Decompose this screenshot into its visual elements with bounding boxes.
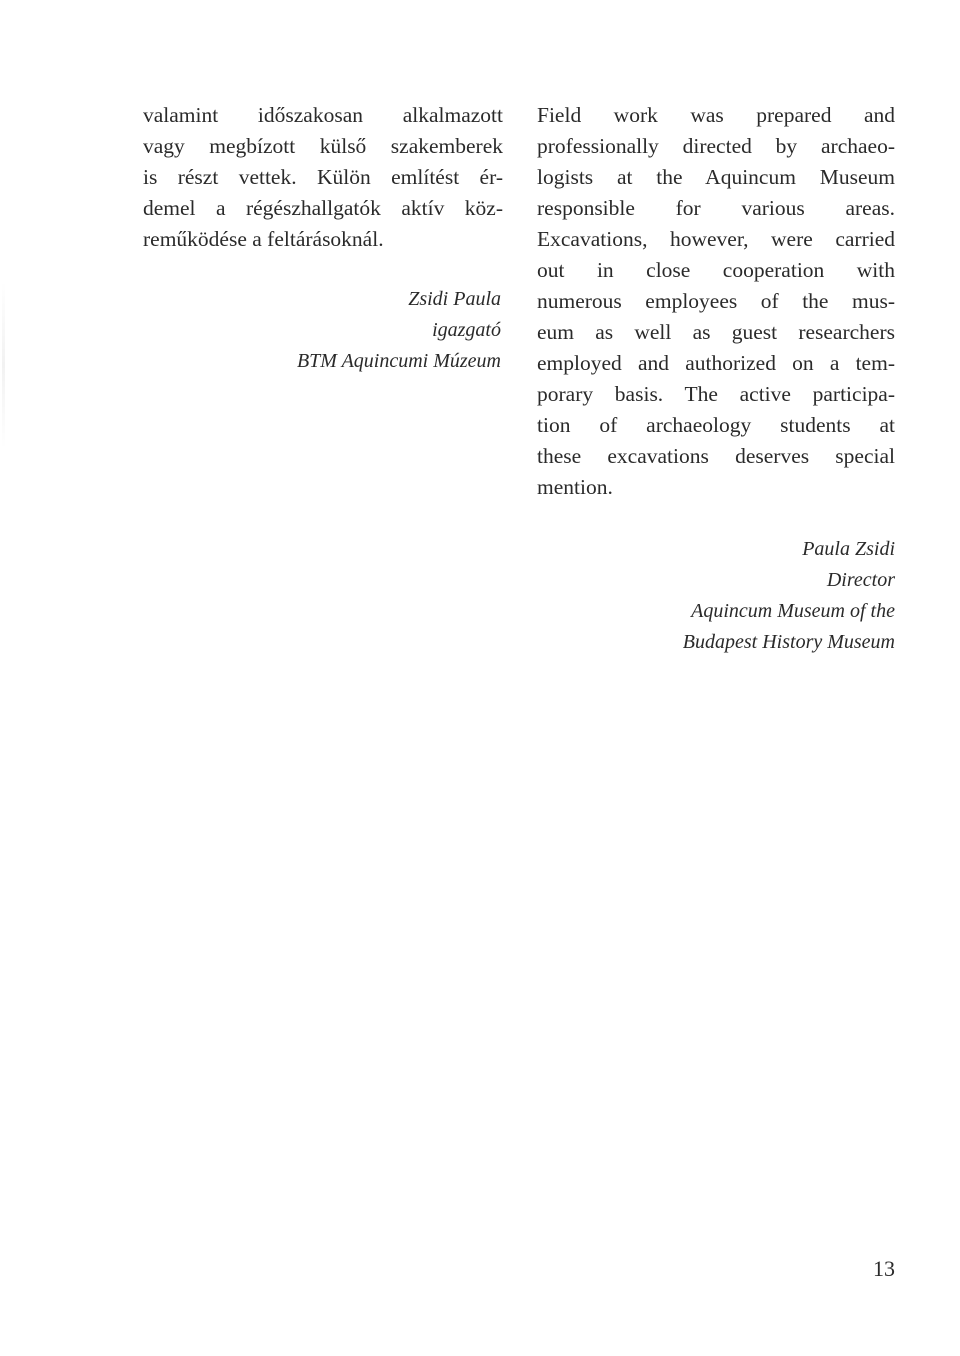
page-number: 13	[873, 1256, 895, 1281]
english-line-8: eum as well as guest researchers	[537, 320, 895, 344]
english-line-11: tion of archaeology students at	[537, 413, 895, 437]
english-line-13: mention.	[537, 475, 613, 499]
hungarian-paragraph	[143, 100, 503, 255]
english-line-9: employed and authorized on a tem-	[537, 351, 895, 375]
hungarian-line-4: demel a régészhallgatók aktív köz-	[143, 196, 503, 220]
english-signature	[537, 534, 895, 658]
hungarian-signature-institution: BTM Aquincumi Múzeum	[296, 350, 501, 372]
hungarian-signature-title: igazgató	[432, 319, 501, 341]
hungarian-signature-name: Zsidi Paula	[408, 288, 501, 310]
english-line-4: responsible for various areas.	[537, 196, 895, 220]
english-line-5: Excavations, however, were carried	[537, 227, 895, 251]
english-signature-name: Paula Zsidi	[802, 538, 895, 560]
english-signature-institution-2: Budapest History Museum	[682, 631, 895, 653]
hungarian-signature	[143, 284, 501, 377]
english-line-3: logists at the Aquincum Museum	[537, 165, 895, 189]
english-line-7: numerous employees of the mus-	[537, 289, 895, 313]
english-signature-institution-1: Aquincum Museum of the	[691, 600, 895, 622]
english-line-10: porary basis. The active participa-	[537, 382, 895, 406]
hungarian-line-1: valamint időszakosan alkalmazott	[143, 103, 503, 127]
english-line-1: Field work was prepared and	[537, 103, 895, 127]
english-signature-title: Director	[826, 569, 895, 591]
english-paragraph	[537, 100, 895, 503]
hungarian-line-5: reműködése a feltárásoknál.	[143, 227, 384, 251]
scan-edge-shadow	[2, 280, 5, 450]
hungarian-line-3: is részt vettek. Külön említést ér-	[143, 165, 503, 189]
english-line-6: out in close cooperation with	[537, 258, 895, 282]
english-line-2: professionally directed by archaeo-	[537, 134, 895, 158]
english-line-12: these excavations deserves special	[537, 444, 895, 468]
hungarian-line-2: vagy megbízott külső szakemberek	[143, 134, 503, 158]
